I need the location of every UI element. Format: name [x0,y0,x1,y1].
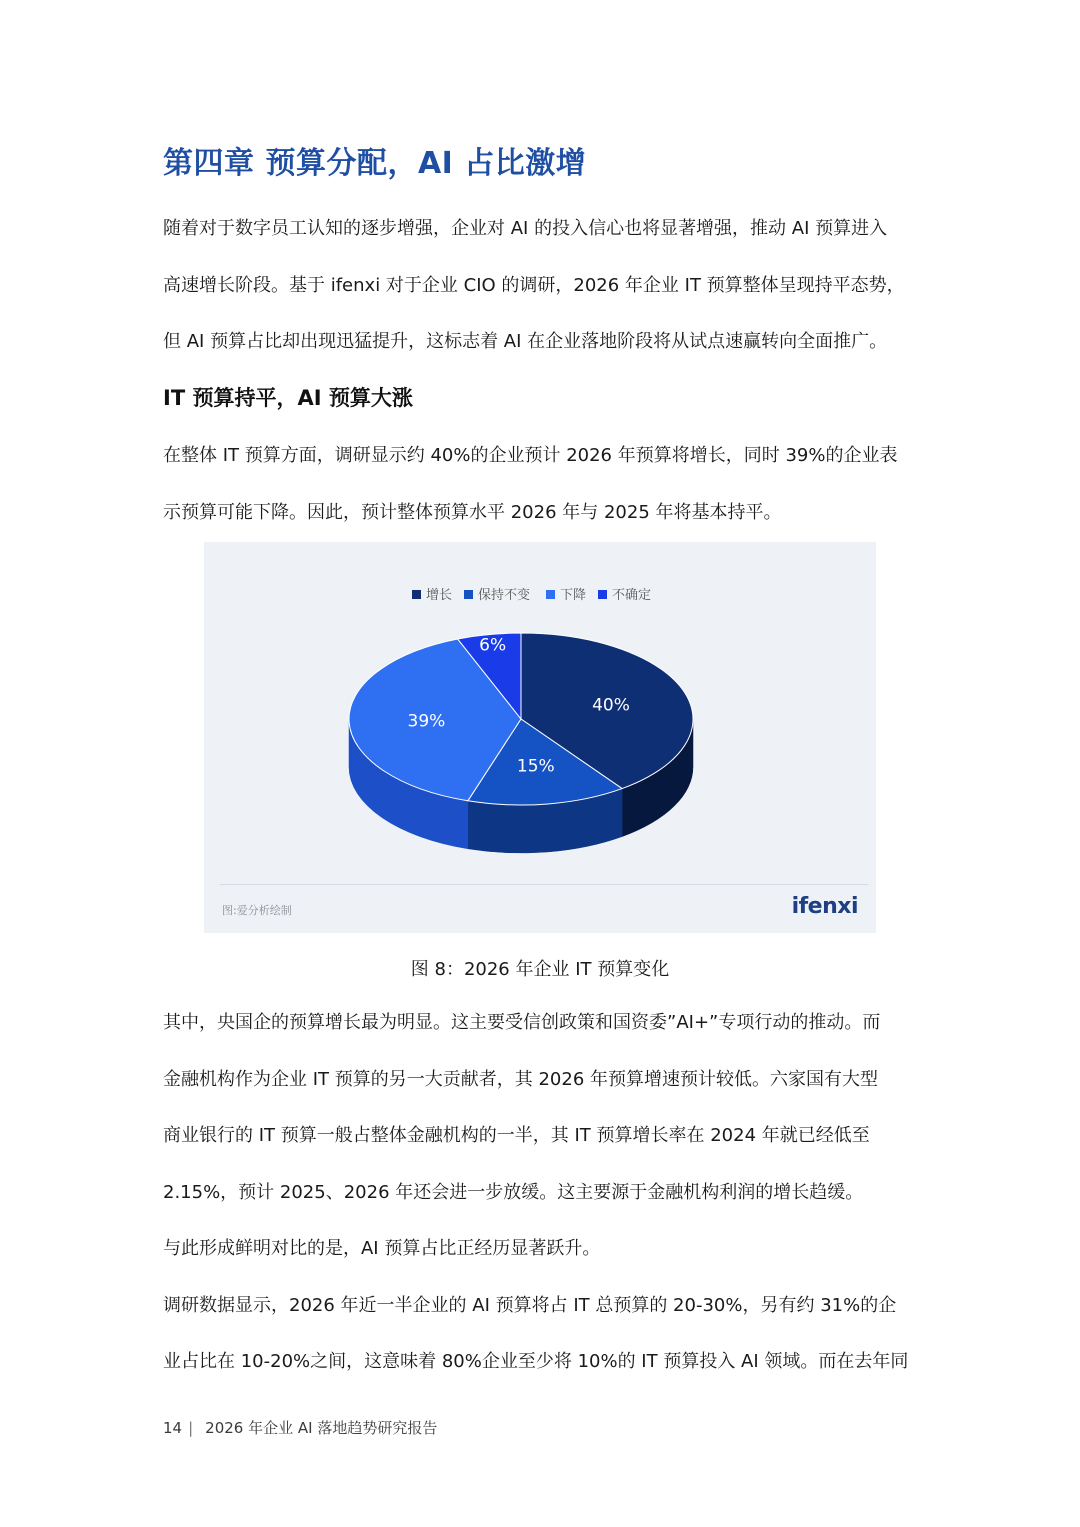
analysis-line: 其中，央国企的预算增长最为明显。这主要受信创政策和国资委”AI+”专项行动的推动。而 [163,1012,881,1033]
chapter-title: 第四章 预算分配，AI 占比激增 [163,146,587,181]
pie-data-label: 15% [516,756,555,777]
pie-data-label: 39% [407,711,446,732]
legend-label: 保持不变 [478,588,531,603]
analysis-line: 业占比在 10-20%之间，这意味着 80%企业至少将 10%的 IT 预算投入 AI 领域。而在去年同 [163,1351,909,1372]
legend-item [464,587,530,603]
report-title: 2026 年企业 AI 落地趋势研究报告 [205,1419,438,1437]
pie-chart-svg [204,542,876,882]
analysis-line: 与此形成鲜明对比的是，AI 预算占比正经历显著跃升。 [163,1238,601,1259]
ifenxi-logo: ifenxi [791,894,858,919]
chart-divider [220,884,868,885]
legend-item [412,588,452,603]
analysis-line: 调研数据显示，2026 年近一半企业的 AI 预算将占 IT 总预算的 20-30%，另有约 31%的企 [163,1294,897,1316]
legend-item [598,588,651,603]
analysis-paragraph [163,995,923,1391]
intro-paragraph [163,201,923,371]
analysis-line: 商业银行的 IT 预算一般占整体金融机构的一半，其 IT 预算增长率在 2024 年就已经低至 [163,1125,870,1146]
it-budget-line: 示预算可能下降。因此，预计整体预算水平 2026 年与 2025 年将基本持平。 [163,501,782,523]
legend-swatch [598,590,607,599]
intro-line: 高速增长阶段。基于 ifenxi 对于企业 CIO 的调研，2026 年企业 IT 预算整体呈现持平态势， [163,274,905,296]
it-budget-paragraph [163,428,923,541]
page-footer [163,1417,437,1438]
figure-caption: 图 8：2026 年企业 IT 预算变化 [410,959,670,980]
legend-swatch [464,590,473,599]
pie-data-label: 40% [592,695,630,716]
legend-label: 下降 [560,588,587,603]
page-number: 14 [163,1419,183,1437]
chart-source-note: 图:爱分析绘制 [222,904,292,917]
it-budget-line: 在整体 IT 预算方面，调研显示约 40%的企业预计 2026 年预算将增长，同时 39%的企业表 [163,445,898,466]
it-budget-chart [204,542,876,933]
legend-label: 增长 [426,588,453,603]
pie-data-label: 6% [479,635,507,656]
intro-line: 随着对于数字员工认知的逐步增强，企业对 AI 的投入信心也将显著增强，推动 AI 预算进入 [163,218,888,239]
analysis-line: 2.15%，预计 2025、2026 年还会进一步放缓。这主要源于金融机构利润的增长趋缓。 [163,1181,864,1203]
analysis-line: 金融机构作为企业 IT 预算的另一大贡献者，其 2026 年预算增速预计较低。六家国有大型 [163,1068,878,1090]
footer-separator: | [188,1419,194,1437]
legend-swatch [412,590,421,599]
legend-item [546,588,586,603]
section-subheading: IT 预算持平，AI 预算大涨 [163,386,413,410]
legend-label: 不确定 [612,588,652,603]
intro-line: 但 AI 预算占比却出现迅猛提升，这标志着 AI 在企业落地阶段将从试点速赢转向全面推广。 [163,331,888,352]
legend-swatch [546,590,555,599]
